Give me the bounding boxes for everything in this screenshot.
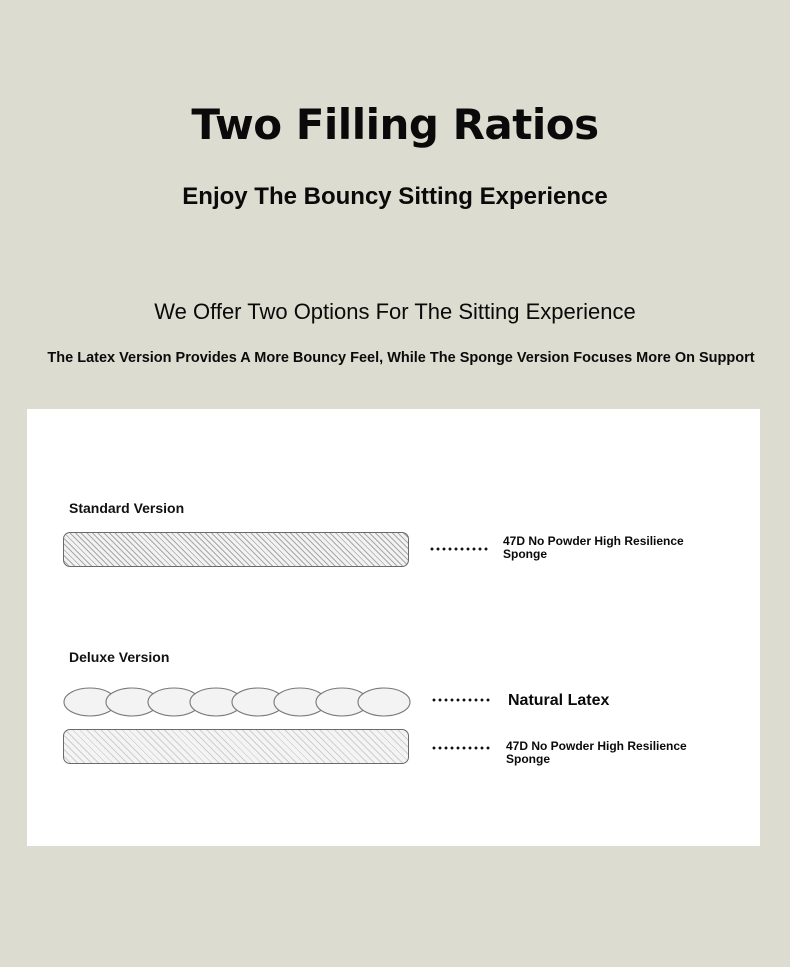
page-subtitle: Enjoy The Bouncy Sitting Experience (182, 183, 608, 210)
latex-cell (358, 688, 410, 716)
layer-label-line: Sponge (503, 547, 547, 561)
leader-dots (431, 746, 491, 750)
standard-sponge-layer (63, 532, 409, 567)
layer-label-line: Sponge (506, 752, 550, 766)
natural-latex-label: Natural Latex (508, 692, 610, 709)
filling-diagram-panel (27, 409, 760, 846)
layer-label-line: 47D No Powder High Resilience (506, 739, 687, 753)
deluxe-sponge-layer (63, 729, 409, 764)
natural-latex-layer (63, 686, 411, 718)
deluxe-version-label: Deluxe Version (69, 649, 170, 665)
layer-label-line: 47D No Powder High Resilience (503, 534, 684, 548)
deluxe-sponge-label (506, 740, 687, 766)
page-title: Two Filling Ratios (191, 100, 599, 149)
leader-dots (429, 547, 489, 551)
standard-version-label: Standard Version (69, 500, 185, 516)
leader-dots (431, 698, 491, 702)
standard-sponge-label (503, 535, 684, 561)
options-heading: We Offer Two Options For The Sitting Experience (154, 299, 636, 324)
options-description: The Latex Version Provides A More Bouncy Feel, While The Sponge Version Focuses More On Support (47, 350, 755, 366)
